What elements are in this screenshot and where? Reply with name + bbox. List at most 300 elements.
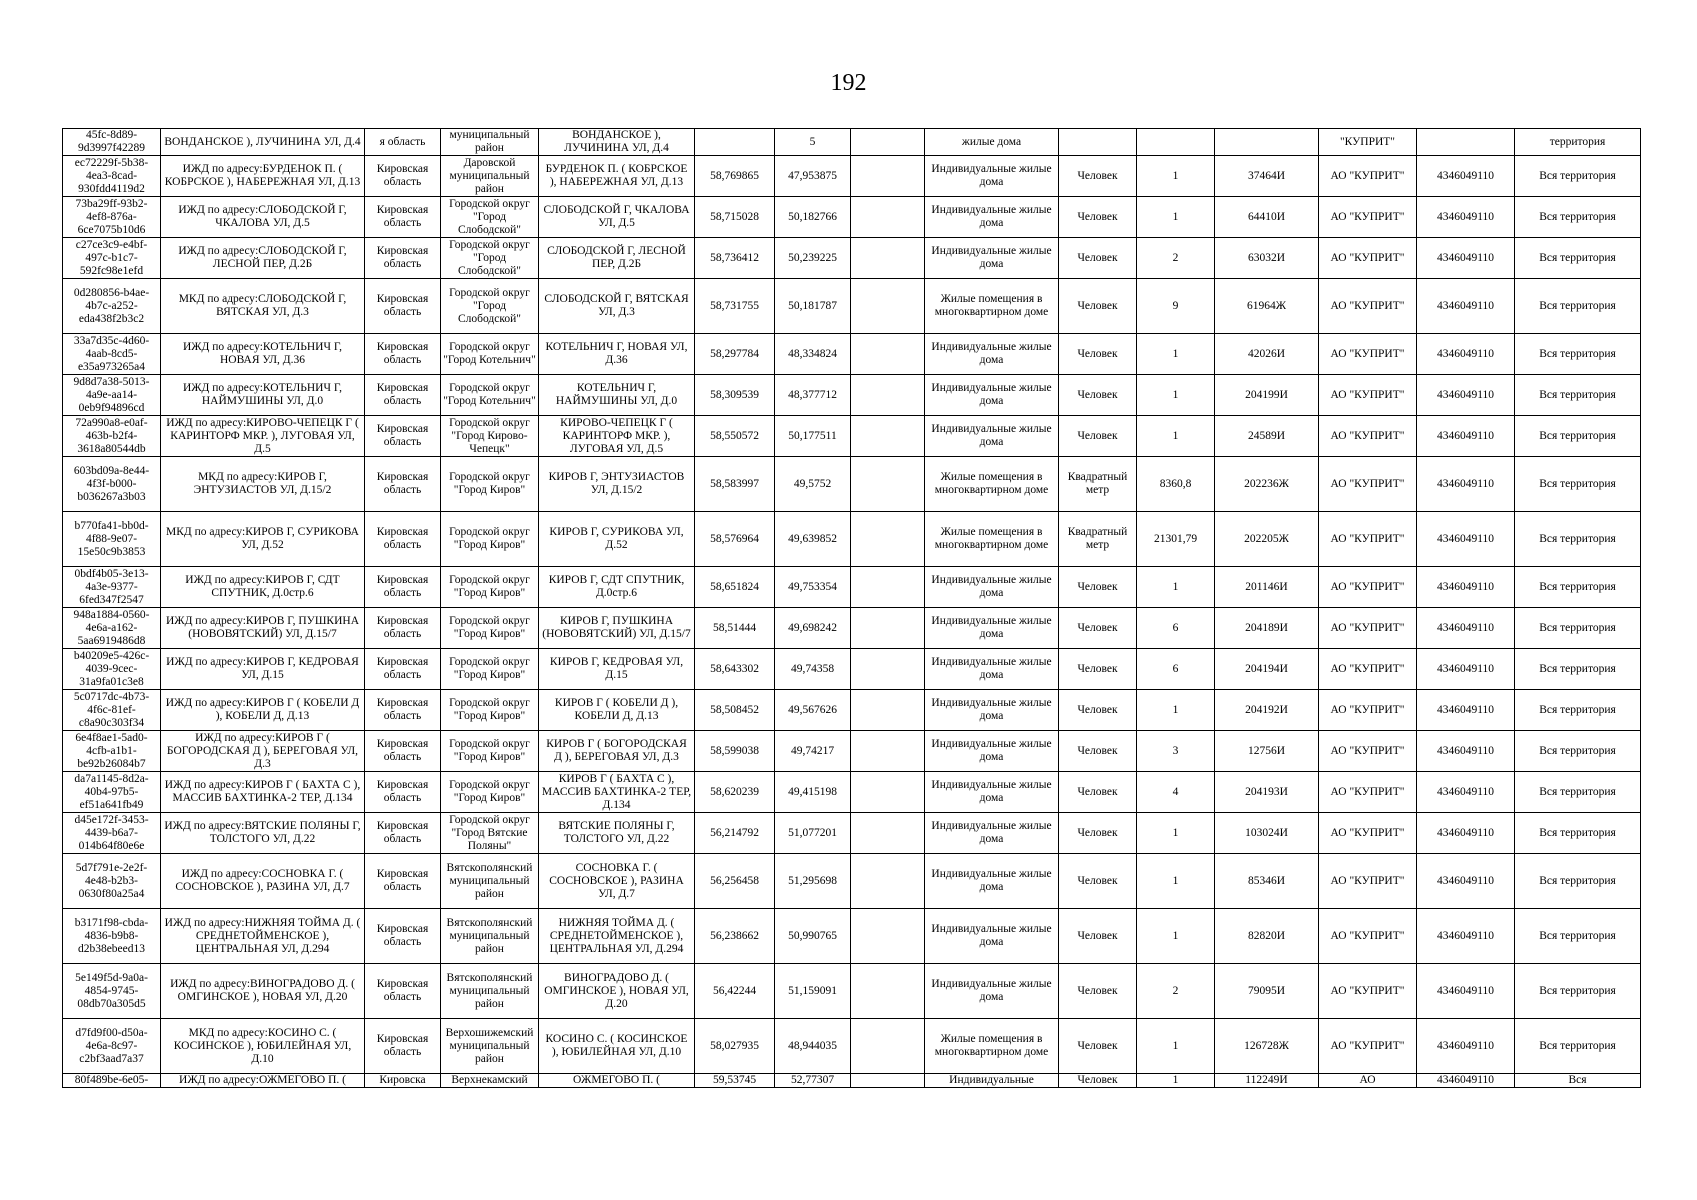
cell-id: ec72229f-5b38-4ea3-8cad-930fdd4119d2 [63, 156, 161, 197]
cell-org: АО "КУПРИТ" [1319, 1019, 1417, 1074]
cell-code: 204192И [1215, 690, 1319, 731]
cell-code: 204193И [1215, 772, 1319, 813]
cell-type: Индивидуальные жилые дома [925, 649, 1059, 690]
cell-inn: 4346049110 [1417, 416, 1515, 457]
cell-name: ИЖД по адресу:КИРОВ Г, ПУШКИНА (НОВОВЯТСКИЙ) УЛ, Д.15/7 [161, 608, 365, 649]
cell-lat: 59,53745 [695, 1074, 775, 1088]
cell-type: Индивидуальные жилые дома [925, 567, 1059, 608]
cell-municipality: Вятскополянский муниципальный район [441, 854, 539, 909]
cell-name: МКД по адресу:КИРОВ Г, СУРИКОВА УЛ, Д.52 [161, 512, 365, 567]
cell-inn [1417, 129, 1515, 156]
cell-inn: 4346049110 [1417, 279, 1515, 334]
cell-e [851, 334, 925, 375]
cell-inn: 4346049110 [1417, 334, 1515, 375]
cell-e [851, 279, 925, 334]
cell-address: КИРОВ Г, ЭНТУЗИАСТОВ УЛ, Д.15/2 [539, 457, 695, 512]
cell-inn: 4346049110 [1417, 197, 1515, 238]
cell-id: 5c0717dc-4b73-4f6c-81ef-c8a90c303f34 [63, 690, 161, 731]
cell-address: КОТЕЛЬНИЧ Г, НАЙМУШИНЫ УЛ, Д.0 [539, 375, 695, 416]
cell-lat: 58,583997 [695, 457, 775, 512]
cell-lon: 49,567626 [775, 690, 851, 731]
cell-lon: 49,698242 [775, 608, 851, 649]
table-row [63, 909, 1641, 964]
cell-address: КИРОВ Г ( БАХТА С ), МАССИВ БАХТИНКА-2 ТЕР, Д.134 [539, 772, 695, 813]
cell-type: Индивидуальные жилые дома [925, 854, 1059, 909]
cell-lon: 49,74217 [775, 731, 851, 772]
cell-org: АО "КУПРИТ" [1319, 690, 1417, 731]
cell-municipality: Вятскополянский муниципальный район [441, 909, 539, 964]
cell-municipality: Городской округ "Город Слободской" [441, 238, 539, 279]
cell-id: 5d7f791e-2e2f-4e48-b2b3-0630f80a25a4 [63, 854, 161, 909]
cell-type: Индивидуальные жилые дома [925, 608, 1059, 649]
cell-id: d7fd9f00-d50a-4e6a-8c97-c2bf3aad7a37 [63, 1019, 161, 1074]
cell-inn: 4346049110 [1417, 909, 1515, 964]
cell-qty: 6 [1137, 608, 1215, 649]
cell-unit: Человек [1059, 279, 1137, 334]
cell-name: ИЖД по адресу:КИРОВ Г, КЕДРОВАЯ УЛ, Д.15 [161, 649, 365, 690]
cell-e [851, 772, 925, 813]
cell-address: СЛОБОДСКОЙ Г, ВЯТСКАЯ УЛ, Д.3 [539, 279, 695, 334]
cell-region: Кировская область [365, 197, 441, 238]
table-row [63, 731, 1641, 772]
cell-unit: Человек [1059, 608, 1137, 649]
cell-region: Кировская область [365, 238, 441, 279]
table-row [63, 156, 1641, 197]
cell-org: АО "КУПРИТ" [1319, 649, 1417, 690]
cell-lon: 48,377712 [775, 375, 851, 416]
cell-unit: Человек [1059, 649, 1137, 690]
cell-region: Кировская область [365, 279, 441, 334]
cell-municipality: Городской округ "Город Слободской" [441, 197, 539, 238]
cell-org: АО "КУПРИТ" [1319, 279, 1417, 334]
cell-name: ИЖД по адресу:КИРОВ Г ( КОБЕЛИ Д ), КОБЕЛИ Д, Д.13 [161, 690, 365, 731]
cell-qty: 2 [1137, 964, 1215, 1019]
cell-terr: Вся [1515, 1074, 1641, 1088]
table-row [63, 1019, 1641, 1074]
cell-type: Жилые помещения в многоквартирном доме [925, 279, 1059, 334]
cell-municipality: Городской округ "Город Киров" [441, 690, 539, 731]
cell-lat [695, 129, 775, 156]
cell-type: Индивидуальные жилые дома [925, 375, 1059, 416]
cell-lon: 49,753354 [775, 567, 851, 608]
cell-name: ИЖД по адресу:КИРОВО-ЧЕПЕЦК Г ( КАРИНТОРФ МКР. ), ЛУГОВАЯ УЛ, Д.5 [161, 416, 365, 457]
cell-terr: Вся территория [1515, 512, 1641, 567]
cell-lon: 5 [775, 129, 851, 156]
cell-unit: Человек [1059, 964, 1137, 1019]
cell-code: 201146И [1215, 567, 1319, 608]
cell-region: Кировска [365, 1074, 441, 1088]
cell-lat: 58,599038 [695, 731, 775, 772]
cell-id: da7a1145-8d2a-40b4-97b5-ef51a641fb49 [63, 772, 161, 813]
cell-lat: 58,731755 [695, 279, 775, 334]
cell-municipality: Городской округ "Город Кирово-Чепецк" [441, 416, 539, 457]
cell-e [851, 156, 925, 197]
table-row [63, 375, 1641, 416]
cell-region: Кировская область [365, 649, 441, 690]
cell-terr: Вся территория [1515, 1019, 1641, 1074]
cell-lat: 56,256458 [695, 854, 775, 909]
cell-name: ИЖД по адресу:СЛОБОДСКОЙ Г, ЧКАЛОВА УЛ, Д.5 [161, 197, 365, 238]
cell-municipality: муниципальный район [441, 129, 539, 156]
cell-type: Жилые помещения в многоквартирном доме [925, 1019, 1059, 1074]
cell-terr: Вся территория [1515, 772, 1641, 813]
cell-name: ИЖД по адресу:КОТЕЛЬНИЧ Г, НАЙМУШИНЫ УЛ, Д.0 [161, 375, 365, 416]
cell-qty: 1 [1137, 690, 1215, 731]
cell-municipality: Городской округ "Город Киров" [441, 512, 539, 567]
cell-qty: 1 [1137, 813, 1215, 854]
cell-qty: 1 [1137, 1074, 1215, 1088]
cell-inn: 4346049110 [1417, 238, 1515, 279]
cell-id: 0bdf4b05-3e13-4a3e-9377-6fed347f2547 [63, 567, 161, 608]
cell-terr: Вся территория [1515, 909, 1641, 964]
cell-e [851, 909, 925, 964]
cell-lon: 49,639852 [775, 512, 851, 567]
cell-region: Кировская область [365, 690, 441, 731]
table-row [63, 416, 1641, 457]
cell-code: 42026И [1215, 334, 1319, 375]
cell-name: ИЖД по адресу:НИЖНЯЯ ТОЙМА Д. ( СРЕДНЕТОЙМЕНСКОЕ ), ЦЕНТРАЛЬНАЯ УЛ, Д.294 [161, 909, 365, 964]
cell-unit: Человек [1059, 567, 1137, 608]
cell-id: 948a1884-0560-4e6a-a162-5aa6919486d8 [63, 608, 161, 649]
cell-qty: 1 [1137, 854, 1215, 909]
cell-terr: Вся территория [1515, 279, 1641, 334]
cell-lat: 56,214792 [695, 813, 775, 854]
cell-code: 82820И [1215, 909, 1319, 964]
cell-lat: 58,51444 [695, 608, 775, 649]
table-row [63, 334, 1641, 375]
cell-name: ИЖД по адресу:КИРОВ Г ( БОГОРОДСКАЯ Д ), БЕРЕГОВАЯ УЛ, Д.3 [161, 731, 365, 772]
cell-id: 0d280856-b4ae-4b7c-a252-eda438f2b3c2 [63, 279, 161, 334]
cell-terr: Вся территория [1515, 690, 1641, 731]
cell-lon: 50,239225 [775, 238, 851, 279]
cell-region: Кировская область [365, 375, 441, 416]
cell-lat: 58,736412 [695, 238, 775, 279]
cell-qty: 2 [1137, 238, 1215, 279]
cell-address: ВОНДАНСКОЕ ), ЛУЧИНИНА УЛ, Д.4 [539, 129, 695, 156]
cell-inn: 4346049110 [1417, 772, 1515, 813]
cell-org: АО "КУПРИТ" [1319, 156, 1417, 197]
table-row [63, 197, 1641, 238]
cell-lat: 58,769865 [695, 156, 775, 197]
cell-terr: Вся территория [1515, 416, 1641, 457]
cell-lat: 58,508452 [695, 690, 775, 731]
cell-municipality: Вятскополянский муниципальный район [441, 964, 539, 1019]
cell-address: КИРОВ Г, ПУШКИНА (НОВОВЯТСКИЙ) УЛ, Д.15/7 [539, 608, 695, 649]
cell-inn: 4346049110 [1417, 156, 1515, 197]
cell-name: МКД по адресу:КИРОВ Г, ЭНТУЗИАСТОВ УЛ, Д.15/2 [161, 457, 365, 512]
cell-org: АО "КУПРИТ" [1319, 197, 1417, 238]
cell-unit: Человек [1059, 909, 1137, 964]
cell-address: БУРДЕНОК П. ( КОБРСКОЕ ), НАБЕРЕЖНАЯ УЛ, Д.13 [539, 156, 695, 197]
cell-lon: 49,415198 [775, 772, 851, 813]
cell-name: МКД по адресу:СЛОБОДСКОЙ Г, ВЯТСКАЯ УЛ, Д.3 [161, 279, 365, 334]
cell-org: АО "КУПРИТ" [1319, 567, 1417, 608]
cell-region: Кировская область [365, 567, 441, 608]
cell-lat: 58,550572 [695, 416, 775, 457]
cell-org: АО "КУПРИТ" [1319, 909, 1417, 964]
cell-lat: 58,309539 [695, 375, 775, 416]
cell-inn: 4346049110 [1417, 375, 1515, 416]
cell-org: АО "КУПРИТ" [1319, 334, 1417, 375]
cell-municipality: Городской округ "Город Котельнич" [441, 334, 539, 375]
cell-region: Кировская область [365, 334, 441, 375]
cell-unit: Человек [1059, 375, 1137, 416]
cell-code: 202236Ж [1215, 457, 1319, 512]
cell-lon: 48,334824 [775, 334, 851, 375]
cell-municipality: Городской округ "Город Слободской" [441, 279, 539, 334]
cell-address: ВИНОГРАДОВО Д. ( ОМГИНСКОЕ ), НОВАЯ УЛ, Д.20 [539, 964, 695, 1019]
cell-qty: 1 [1137, 416, 1215, 457]
cell-name: ИЖД по адресу:ВЯТСКИЕ ПОЛЯНЫ Г, ТОЛСТОГО УЛ, Д.22 [161, 813, 365, 854]
cell-id: 80f489be-6e05- [63, 1074, 161, 1088]
cell-address: СЛОБОДСКОЙ Г, ЧКАЛОВА УЛ, Д.5 [539, 197, 695, 238]
cell-municipality: Верхошижемский муниципальный район [441, 1019, 539, 1074]
cell-address: НИЖНЯЯ ТОЙМА Д. ( СРЕДНЕТОЙМЕНСКОЕ ), ЦЕНТРАЛЬНАЯ УЛ, Д.294 [539, 909, 695, 964]
cell-inn: 4346049110 [1417, 649, 1515, 690]
cell-id: 5e149f5d-9a0a-4854-9745-08db70a305d5 [63, 964, 161, 1019]
cell-name: ИЖД по адресу:ВИНОГРАДОВО Д. ( ОМГИНСКОЕ ), НОВАЯ УЛ, Д.20 [161, 964, 365, 1019]
cell-type: Индивидуальные жилые дома [925, 416, 1059, 457]
cell-id: 6e4f8ae1-5ad0-4cfb-a1b1-be92b26084b7 [63, 731, 161, 772]
cell-address: ВЯТСКИЕ ПОЛЯНЫ Г, ТОЛСТОГО УЛ, Д.22 [539, 813, 695, 854]
cell-type: Индивидуальные жилые дома [925, 909, 1059, 964]
cell-type: Индивидуальные жилые дома [925, 334, 1059, 375]
cell-type: Индивидуальные жилые дома [925, 690, 1059, 731]
cell-lon: 50,181787 [775, 279, 851, 334]
cell-unit [1059, 129, 1137, 156]
cell-lon: 51,077201 [775, 813, 851, 854]
cell-name: ИЖД по адресу:ОЖМЕГОВО П. ( [161, 1074, 365, 1088]
cell-org: АО "КУПРИТ" [1319, 964, 1417, 1019]
cell-terr: Вся территория [1515, 964, 1641, 1019]
cell-unit: Человек [1059, 772, 1137, 813]
cell-unit: Человек [1059, 1074, 1137, 1088]
cell-org: АО "КУПРИТ" [1319, 375, 1417, 416]
cell-qty: 21301,79 [1137, 512, 1215, 567]
cell-type: Индивидуальные жилые дома [925, 813, 1059, 854]
cell-qty: 1 [1137, 334, 1215, 375]
cell-address: СОСНОВКА Г. ( СОСНОВСКОЕ ), РАЗИНА УЛ, Д.7 [539, 854, 695, 909]
cell-qty: 6 [1137, 649, 1215, 690]
table-row [63, 129, 1641, 156]
table-row [63, 512, 1641, 567]
cell-code: 61964Ж [1215, 279, 1319, 334]
cell-type: Индивидуальные жилые дома [925, 156, 1059, 197]
cell-region: Кировская область [365, 457, 441, 512]
cell-code: 204189И [1215, 608, 1319, 649]
cell-code: 37464И [1215, 156, 1319, 197]
cell-municipality: Верхнекамский [441, 1074, 539, 1088]
cell-unit: Человек [1059, 156, 1137, 197]
cell-terr: Вся территория [1515, 608, 1641, 649]
cell-unit: Человек [1059, 238, 1137, 279]
cell-lat: 58,715028 [695, 197, 775, 238]
cell-code: 85346И [1215, 854, 1319, 909]
cell-inn: 4346049110 [1417, 813, 1515, 854]
cell-e [851, 238, 925, 279]
cell-type: Индивидуальные жилые дома [925, 731, 1059, 772]
table-row [63, 690, 1641, 731]
cell-code: 63032И [1215, 238, 1319, 279]
cell-qty: 4 [1137, 772, 1215, 813]
cell-lon: 49,5752 [775, 457, 851, 512]
cell-terr: территория [1515, 129, 1641, 156]
cell-municipality: Даровской муниципальный район [441, 156, 539, 197]
cell-code: 126728Ж [1215, 1019, 1319, 1074]
cell-id: d45e172f-3453-4439-b6a7-014b64f80e6e [63, 813, 161, 854]
cell-e [851, 813, 925, 854]
cell-terr: Вся территория [1515, 197, 1641, 238]
cell-lat: 58,620239 [695, 772, 775, 813]
cell-municipality: Городской округ "Город Киров" [441, 731, 539, 772]
table-row [63, 238, 1641, 279]
cell-e [851, 567, 925, 608]
cell-org: АО "КУПРИТ" [1319, 457, 1417, 512]
cell-address: КОТЕЛЬНИЧ Г, НОВАЯ УЛ, Д.36 [539, 334, 695, 375]
cell-org: АО "КУПРИТ" [1319, 813, 1417, 854]
cell-e [851, 690, 925, 731]
cell-code [1215, 129, 1319, 156]
table-row [63, 649, 1641, 690]
table-row [63, 457, 1641, 512]
cell-unit: Человек [1059, 334, 1137, 375]
cell-e [851, 457, 925, 512]
cell-org: АО [1319, 1074, 1417, 1088]
cell-qty: 8360,8 [1137, 457, 1215, 512]
cell-type: Индивидуальные [925, 1074, 1059, 1088]
cell-unit: Человек [1059, 690, 1137, 731]
cell-address: ОЖМЕГОВО П. ( [539, 1074, 695, 1088]
cell-qty: 9 [1137, 279, 1215, 334]
cell-org: АО "КУПРИТ" [1319, 731, 1417, 772]
cell-org: АО "КУПРИТ" [1319, 416, 1417, 457]
cell-lon: 47,953875 [775, 156, 851, 197]
cell-e [851, 416, 925, 457]
cell-qty: 1 [1137, 156, 1215, 197]
cell-id: b3171f98-cbda-4836-b9b8-d2b38ebeed13 [63, 909, 161, 964]
cell-terr: Вся территория [1515, 854, 1641, 909]
cell-org: АО "КУПРИТ" [1319, 238, 1417, 279]
cell-region: Кировская область [365, 772, 441, 813]
cell-qty: 1 [1137, 567, 1215, 608]
cell-org: АО "КУПРИТ" [1319, 608, 1417, 649]
table-row [63, 608, 1641, 649]
cell-code: 79095И [1215, 964, 1319, 1019]
cell-municipality: Городской округ "Город Киров" [441, 649, 539, 690]
cell-terr: Вся территория [1515, 649, 1641, 690]
cell-lon: 51,295698 [775, 854, 851, 909]
cell-unit: Человек [1059, 731, 1137, 772]
cell-inn: 4346049110 [1417, 690, 1515, 731]
cell-type: Индивидуальные жилые дома [925, 197, 1059, 238]
cell-lon: 51,159091 [775, 964, 851, 1019]
cell-name: ИЖД по адресу:БУРДЕНОК П. ( КОБРСКОЕ ), НАБЕРЕЖНАЯ УЛ, Д.13 [161, 156, 365, 197]
cell-org: АО "КУПРИТ" [1319, 512, 1417, 567]
cell-lon: 48,944035 [775, 1019, 851, 1074]
cell-id: 603bd09a-8e44-4f3f-b000-b036267a3b03 [63, 457, 161, 512]
cell-address: КИРОВ Г, СУРИКОВА УЛ, Д.52 [539, 512, 695, 567]
table-row [63, 854, 1641, 909]
cell-inn: 4346049110 [1417, 567, 1515, 608]
cell-code: 12756И [1215, 731, 1319, 772]
cell-id: b40209e5-426c-4039-9cec-31a9fa01c3e8 [63, 649, 161, 690]
cell-code: 103024И [1215, 813, 1319, 854]
cell-region: Кировская область [365, 813, 441, 854]
cell-e [851, 1019, 925, 1074]
cell-region: Кировская область [365, 608, 441, 649]
cell-lon: 50,182766 [775, 197, 851, 238]
cell-name: ИЖД по адресу:СЛОБОДСКОЙ Г, ЛЕСНОЙ ПЕР, Д.2Б [161, 238, 365, 279]
table-row [63, 772, 1641, 813]
cell-lat: 58,027935 [695, 1019, 775, 1074]
cell-name: ИЖД по адресу:КИРОВ Г, СДТ СПУТНИК, Д.0стр.6 [161, 567, 365, 608]
cell-region: Кировская область [365, 1019, 441, 1074]
cell-unit: Человек [1059, 416, 1137, 457]
cell-id: b770fa41-bb0d-4f88-9e07-15e50c9b3853 [63, 512, 161, 567]
cell-terr: Вся территория [1515, 731, 1641, 772]
cell-qty: 1 [1137, 375, 1215, 416]
cell-lon: 50,990765 [775, 909, 851, 964]
cell-municipality: Городской округ "Город Киров" [441, 457, 539, 512]
cell-terr: Вся территория [1515, 156, 1641, 197]
cell-type: Жилые помещения в многоквартирном доме [925, 512, 1059, 567]
cell-qty: 1 [1137, 909, 1215, 964]
cell-address: КИРОВО-ЧЕПЕЦК Г ( КАРИНТОРФ МКР. ), ЛУГОВАЯ УЛ, Д.5 [539, 416, 695, 457]
cell-name: ИЖД по адресу:СОСНОВКА Г. ( СОСНОВСКОЕ ), РАЗИНА УЛ, Д.7 [161, 854, 365, 909]
cell-code: 64410И [1215, 197, 1319, 238]
cell-municipality: Городской округ "Город Котельнич" [441, 375, 539, 416]
cell-qty: 3 [1137, 731, 1215, 772]
cell-id: 9d8d7a38-5013-4a9e-aa14-0eb9f94896cd [63, 375, 161, 416]
table-row [63, 1074, 1641, 1088]
cell-type: Индивидуальные жилые дома [925, 772, 1059, 813]
cell-lat: 58,643302 [695, 649, 775, 690]
cell-region: Кировская область [365, 416, 441, 457]
cell-inn: 4346049110 [1417, 457, 1515, 512]
cell-inn: 4346049110 [1417, 1019, 1515, 1074]
cell-type: Индивидуальные жилые дома [925, 964, 1059, 1019]
cell-type: жилые дома [925, 129, 1059, 156]
cell-name: МКД по адресу:КОСИНО С. ( КОСИНСКОЕ ), ЮБИЛЕЙНАЯ УЛ, Д.10 [161, 1019, 365, 1074]
cell-qty [1137, 129, 1215, 156]
cell-address: КИРОВ Г, СДТ СПУТНИК, Д.0стр.6 [539, 567, 695, 608]
cell-e [851, 1074, 925, 1088]
cell-e [851, 649, 925, 690]
cell-unit: Человек [1059, 854, 1137, 909]
cell-e [851, 129, 925, 156]
cell-id: 45fc-8d89-9d3997f42289 [63, 129, 161, 156]
cell-code: 202205Ж [1215, 512, 1319, 567]
cell-lon: 52,77307 [775, 1074, 851, 1088]
cell-unit: Человек [1059, 1019, 1137, 1074]
cell-inn: 4346049110 [1417, 854, 1515, 909]
cell-e [851, 197, 925, 238]
cell-municipality: Городской округ "Город Киров" [441, 772, 539, 813]
cell-inn: 4346049110 [1417, 964, 1515, 1019]
cell-org: "КУПРИТ" [1319, 129, 1417, 156]
cell-terr: Вся территория [1515, 567, 1641, 608]
cell-unit: Квадратный метр [1059, 457, 1137, 512]
cell-unit: Человек [1059, 813, 1137, 854]
cell-municipality: Городской округ "Город Киров" [441, 608, 539, 649]
table-row [63, 567, 1641, 608]
cell-terr: Вся территория [1515, 457, 1641, 512]
cell-org: АО "КУПРИТ" [1319, 854, 1417, 909]
cell-lon: 50,177511 [775, 416, 851, 457]
cell-name: ВОНДАНСКОЕ ), ЛУЧИНИНА УЛ, Д.4 [161, 129, 365, 156]
cell-region: Кировская область [365, 512, 441, 567]
cell-terr: Вся территория [1515, 334, 1641, 375]
